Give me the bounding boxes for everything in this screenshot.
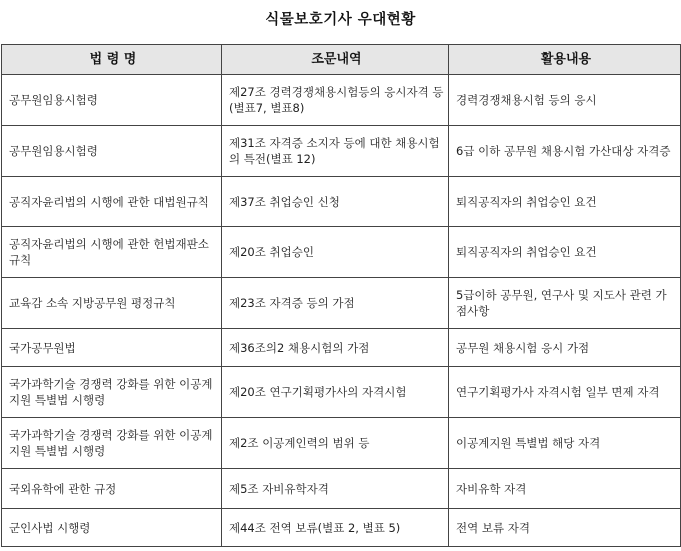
table-row xyxy=(2,278,681,329)
cell-law: 공직자윤리법의 시행에 관한 대법원규칙 xyxy=(2,177,222,227)
cell-usage: 전역 보류 자격 xyxy=(449,509,681,547)
cell-clause: 제37조 취업승인 신청 xyxy=(222,177,449,227)
cell-usage: 연구기획평가사 자격시험 일부 면제 자격 xyxy=(449,367,681,418)
cell-usage: 퇴직공직자의 취업승인 요건 xyxy=(449,227,681,278)
cell-law: 교육감 소속 지방공무원 평정규칙 xyxy=(2,278,222,329)
table-row xyxy=(2,177,681,227)
cell-clause: 제2조 이공계인력의 범위 등 xyxy=(222,418,449,469)
cell-clause: 제31조 자격증 소지자 등에 대한 채용시험의 특전(별표 12) xyxy=(222,126,449,177)
cell-clause: 제23조 자격증 등의 가점 xyxy=(222,278,449,329)
cell-usage: 경력경쟁채용시험 등의 응시 xyxy=(449,75,681,126)
cell-clause: 제20조 취업승인 xyxy=(222,227,449,278)
preference-table xyxy=(1,44,681,547)
table-header-row xyxy=(2,45,681,75)
cell-law: 공무원임용시험령 xyxy=(2,126,222,177)
header-law-name: 법 령 명 xyxy=(2,45,222,75)
cell-law: 군인사법 시행령 xyxy=(2,509,222,547)
cell-law: 공직자윤리법의 시행에 관한 헌법재판소 규칙 xyxy=(2,227,222,278)
cell-usage: 퇴직공직자의 취업승인 요건 xyxy=(449,177,681,227)
table-row xyxy=(2,367,681,418)
cell-clause: 제44조 전역 보류(별표 2, 별표 5) xyxy=(222,509,449,547)
table-row xyxy=(2,227,681,278)
cell-usage: 이공계지원 특별법 해당 자격 xyxy=(449,418,681,469)
cell-usage: 공무원 채용시험 응시 가점 xyxy=(449,329,681,367)
table-row xyxy=(2,75,681,126)
cell-law: 국가과학기술 경쟁력 강화를 위한 이공계지원 특별법 시행령 xyxy=(2,418,222,469)
cell-law: 공무원임용시험령 xyxy=(2,75,222,126)
table-row xyxy=(2,126,681,177)
cell-clause: 제5조 자비유학자격 xyxy=(222,469,449,509)
cell-law: 국외유학에 관한 규정 xyxy=(2,469,222,509)
cell-law: 국가과학기술 경쟁력 강화를 위한 이공계지원 특별법 시행령 xyxy=(2,367,222,418)
cell-usage: 5급이하 공무원, 연구사 및 지도사 관련 가점사항 xyxy=(449,278,681,329)
cell-usage: 자비유학 자격 xyxy=(449,469,681,509)
cell-clause: 제27조 경력경쟁채용시험등의 응시자격 등(별표7, 별표8) xyxy=(222,75,449,126)
cell-clause: 제20조 연구기획평가사의 자격시험 xyxy=(222,367,449,418)
header-clause: 조문내역 xyxy=(222,45,449,75)
cell-usage: 6급 이하 공무원 채용시험 가산대상 자격증 xyxy=(449,126,681,177)
table-row xyxy=(2,418,681,469)
table-row xyxy=(2,509,681,547)
cell-clause: 제36조의2 채용시험의 가점 xyxy=(222,329,449,367)
page-title: 식물보호기사 우대현황 xyxy=(265,12,416,28)
cell-law: 국가공무원법 xyxy=(2,329,222,367)
header-usage: 활용내용 xyxy=(449,45,681,75)
table-row xyxy=(2,469,681,509)
table-row xyxy=(2,329,681,367)
